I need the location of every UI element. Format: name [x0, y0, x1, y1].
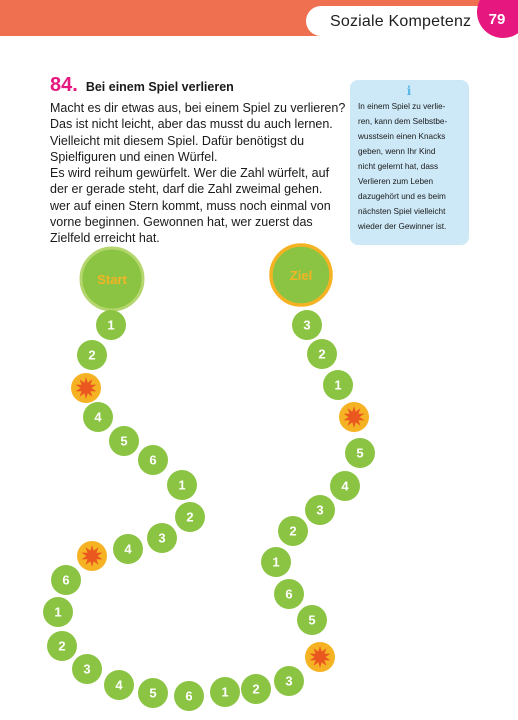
- info-line: dazugehört und es beim: [358, 192, 446, 201]
- info-line: ren, kann dem Selbstbe-: [358, 117, 448, 126]
- number-space: [305, 495, 335, 525]
- number-space: [241, 674, 271, 704]
- star-space: [339, 402, 369, 432]
- space-number: 6: [185, 688, 193, 704]
- space-number: 1: [272, 554, 280, 570]
- space-number: 6: [62, 572, 70, 588]
- instruction-line: wer auf einen Stern kommt, muss noch einmal von: [50, 198, 331, 213]
- instruction-line: vorne beginnen. Gewonnen hat, wer zuerst das: [50, 215, 313, 230]
- space-number: 3: [303, 317, 311, 333]
- number-space: [104, 670, 134, 700]
- number-space: [174, 681, 204, 711]
- info-line: nicht gelernt hat, dass: [358, 162, 439, 171]
- number-space: [292, 310, 322, 340]
- number-space: [47, 631, 77, 661]
- space-number: 2: [58, 638, 66, 654]
- number-space: [43, 597, 73, 627]
- instruction-line: Zielfeld erreicht hat.: [50, 231, 160, 246]
- number-space: [113, 534, 143, 564]
- goal-label: Ziel: [289, 268, 313, 283]
- star-space: [305, 642, 335, 672]
- number-space: [210, 677, 240, 707]
- info-line: wieder der Gewinner ist.: [358, 222, 447, 231]
- space-number: 1: [221, 684, 229, 700]
- space-number: 1: [178, 477, 186, 493]
- space-number: 3: [285, 673, 293, 689]
- space-number: 4: [124, 541, 132, 557]
- number-space: [175, 502, 205, 532]
- number-space: [147, 523, 177, 553]
- info-line: Verlieren zum Leben: [358, 177, 434, 186]
- number-space: [261, 547, 291, 577]
- space-number: 4: [115, 677, 123, 693]
- start-field: [81, 248, 143, 310]
- number-space: [51, 565, 81, 595]
- number-space: [138, 678, 168, 708]
- exercise-number: 84.: [50, 74, 78, 96]
- number-space: [109, 426, 139, 456]
- space-number: 3: [316, 502, 324, 518]
- info-line: geben, wenn Ihr Kind: [358, 147, 436, 156]
- space-number: 1: [107, 317, 115, 333]
- page-number: 79: [477, 0, 518, 38]
- number-space: [72, 654, 102, 684]
- instruction-line: Spielfiguren und einen Würfel.: [50, 149, 218, 164]
- instruction-line: Das ist nicht leicht, aber das musst du auch lernen.: [50, 117, 333, 132]
- number-space: [167, 470, 197, 500]
- number-space: [330, 471, 360, 501]
- space-number: 2: [289, 523, 297, 539]
- number-space: [278, 516, 308, 546]
- instruction-line: der er gerade steht, darf die Zahl zweimal gehen.: [50, 182, 323, 197]
- space-number: 5: [308, 612, 316, 628]
- space-number: 6: [149, 452, 157, 468]
- space-number: 3: [83, 661, 91, 677]
- number-space: [323, 370, 353, 400]
- exercise-title: Bei einem Spiel verlieren: [85, 80, 234, 94]
- space-number: 2: [186, 509, 194, 525]
- number-space: [307, 339, 337, 369]
- number-space: [274, 666, 304, 696]
- space-number: 1: [54, 604, 62, 620]
- space-number: 6: [285, 586, 293, 602]
- board-spaces: [43, 310, 375, 711]
- number-space: [274, 579, 304, 609]
- number-space: [297, 605, 327, 635]
- star-space: [77, 541, 107, 571]
- space-number: 5: [149, 685, 157, 701]
- section-title: Soziale Kompetenz: [330, 13, 472, 30]
- space-number: 5: [356, 445, 364, 461]
- number-space: [138, 445, 168, 475]
- start-label: Start: [97, 272, 127, 287]
- instruction-line: Vielleicht mit diesem Spiel. Dafür benötigst du: [50, 133, 305, 148]
- info-line: In einem Spiel zu verlie-: [358, 102, 446, 111]
- space-number: 1: [334, 377, 342, 393]
- info-line: nächsten Spiel vielleicht: [358, 207, 446, 216]
- space-number: 2: [252, 681, 260, 697]
- info-line: wusstsein einen Knacks: [358, 132, 446, 141]
- info-icon: i: [406, 84, 412, 98]
- number-space: [77, 340, 107, 370]
- star-space: [71, 373, 101, 403]
- space-number: 5: [120, 433, 128, 449]
- number-space: [96, 310, 126, 340]
- space-number: 2: [88, 347, 96, 363]
- instruction-line: Macht es dir etwas aus, bei einem Spiel zu verlieren?: [50, 101, 346, 115]
- space-number: 4: [94, 409, 102, 425]
- instruction-line: Es wird reihum gewürfelt. Wer die Zahl würfelt, auf: [50, 166, 330, 181]
- space-number: 3: [158, 530, 166, 546]
- number-space: [83, 402, 113, 432]
- space-number: 4: [341, 478, 349, 494]
- goal-field: [271, 245, 331, 305]
- number-space: [345, 438, 375, 468]
- space-number: 2: [318, 346, 326, 362]
